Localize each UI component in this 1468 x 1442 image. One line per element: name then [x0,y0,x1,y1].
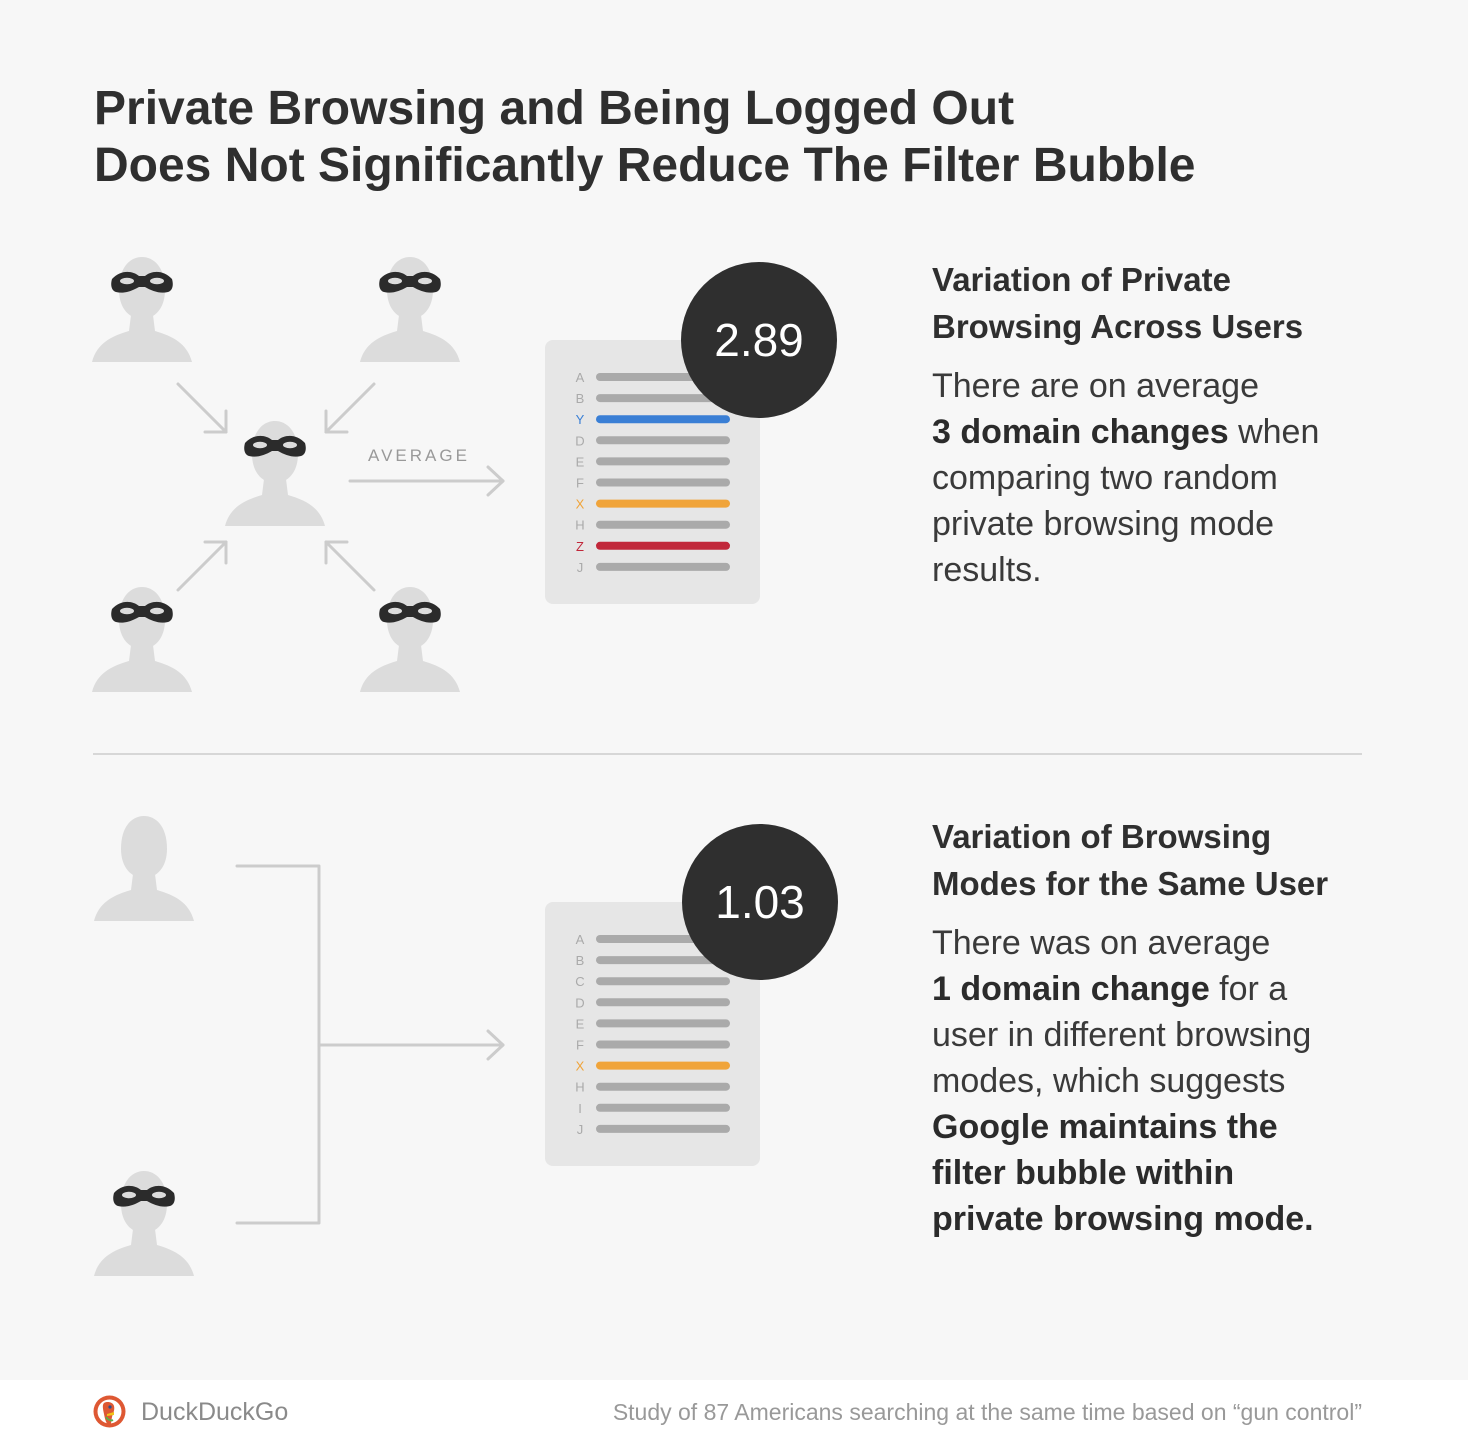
masked-user-icon [225,421,325,526]
heading-line: Modes for the Same User [932,865,1329,902]
result-letter: E [575,1016,585,1032]
body-emphasis: Google maintains the [932,1108,1278,1146]
body-emphasis: 3 domain changes [932,413,1229,451]
body-line: There was on average [932,924,1271,962]
body-line: results. [932,551,1042,589]
study-note: Study of 87 Americans searching at the same time based on “gun control” [612,1399,1362,1425]
masked-user-icon [92,257,192,362]
body-line: for a [1209,970,1288,1008]
panel-body [932,363,1402,593]
arrow-icon [178,384,226,432]
masked-user-icon [92,587,192,692]
result-letter: D [575,995,585,1011]
result-letter: B [575,391,585,407]
result-letter: C [575,974,585,990]
result-letter: A [575,370,585,385]
masked-user-icon [360,587,460,692]
arrow-icon [326,542,374,590]
result-letter: X [575,1058,585,1074]
user-icon [94,816,194,921]
result-letter: F [576,1037,584,1053]
score-badge [682,824,838,980]
result-letter: X [575,496,585,512]
body-line: modes, which suggests [932,1062,1286,1100]
result-letter: J [576,559,584,575]
result-letter: F [576,475,584,491]
title-line-2: Does Not Significantly Reduce The Filter Bubble [94,139,1196,192]
panel-heading [932,813,1402,907]
result-letter: Z [576,538,584,554]
heading-line: Variation of Browsing [932,818,1272,855]
heading-line: Variation of Private [932,261,1231,298]
body-line: comparing two random [932,459,1278,497]
body-emphasis: 1 domain change [932,970,1210,1008]
heading-line: Browsing Across Users [932,308,1304,345]
body-line: when [1228,413,1320,451]
masked-user-icon [360,257,460,362]
result-letter: H [575,517,585,533]
masked-user-icon [94,1171,194,1276]
result-letter: H [575,1079,585,1095]
panel-body [932,920,1402,1242]
body-line: There are on average [932,367,1259,405]
arrow-icon [178,542,226,590]
score-value: 2.89 [714,314,804,366]
arrow-icon [326,384,374,432]
panel-heading [932,256,1402,350]
result-letter: D [575,433,585,449]
panel-2-description [932,813,1402,1242]
duckduckgo-logo-icon [93,1395,126,1428]
result-letter: I [578,1100,582,1116]
average-label: AVERAGE [368,446,470,465]
connector-bracket [237,866,503,1223]
result-letter: E [575,454,585,470]
average-arrow-icon [350,467,503,495]
score-badge [681,262,837,418]
body-emphasis: private browsing mode. [932,1200,1314,1238]
result-letter: J [576,1121,584,1137]
body-line: private browsing mode [932,505,1275,543]
panel-1-description [932,256,1402,593]
body-emphasis: filter bubble within [932,1154,1235,1192]
body-line: user in different browsing [932,1016,1312,1054]
result-letter: A [575,932,585,947]
title-line-1: Private Browsing and Being Logged Out [94,82,1015,135]
score-value: 1.03 [715,876,805,928]
brand-name: DuckDuckGo [141,1398,289,1426]
footer [0,1380,1468,1442]
result-letter: B [575,953,585,969]
result-letter: Y [575,412,585,428]
